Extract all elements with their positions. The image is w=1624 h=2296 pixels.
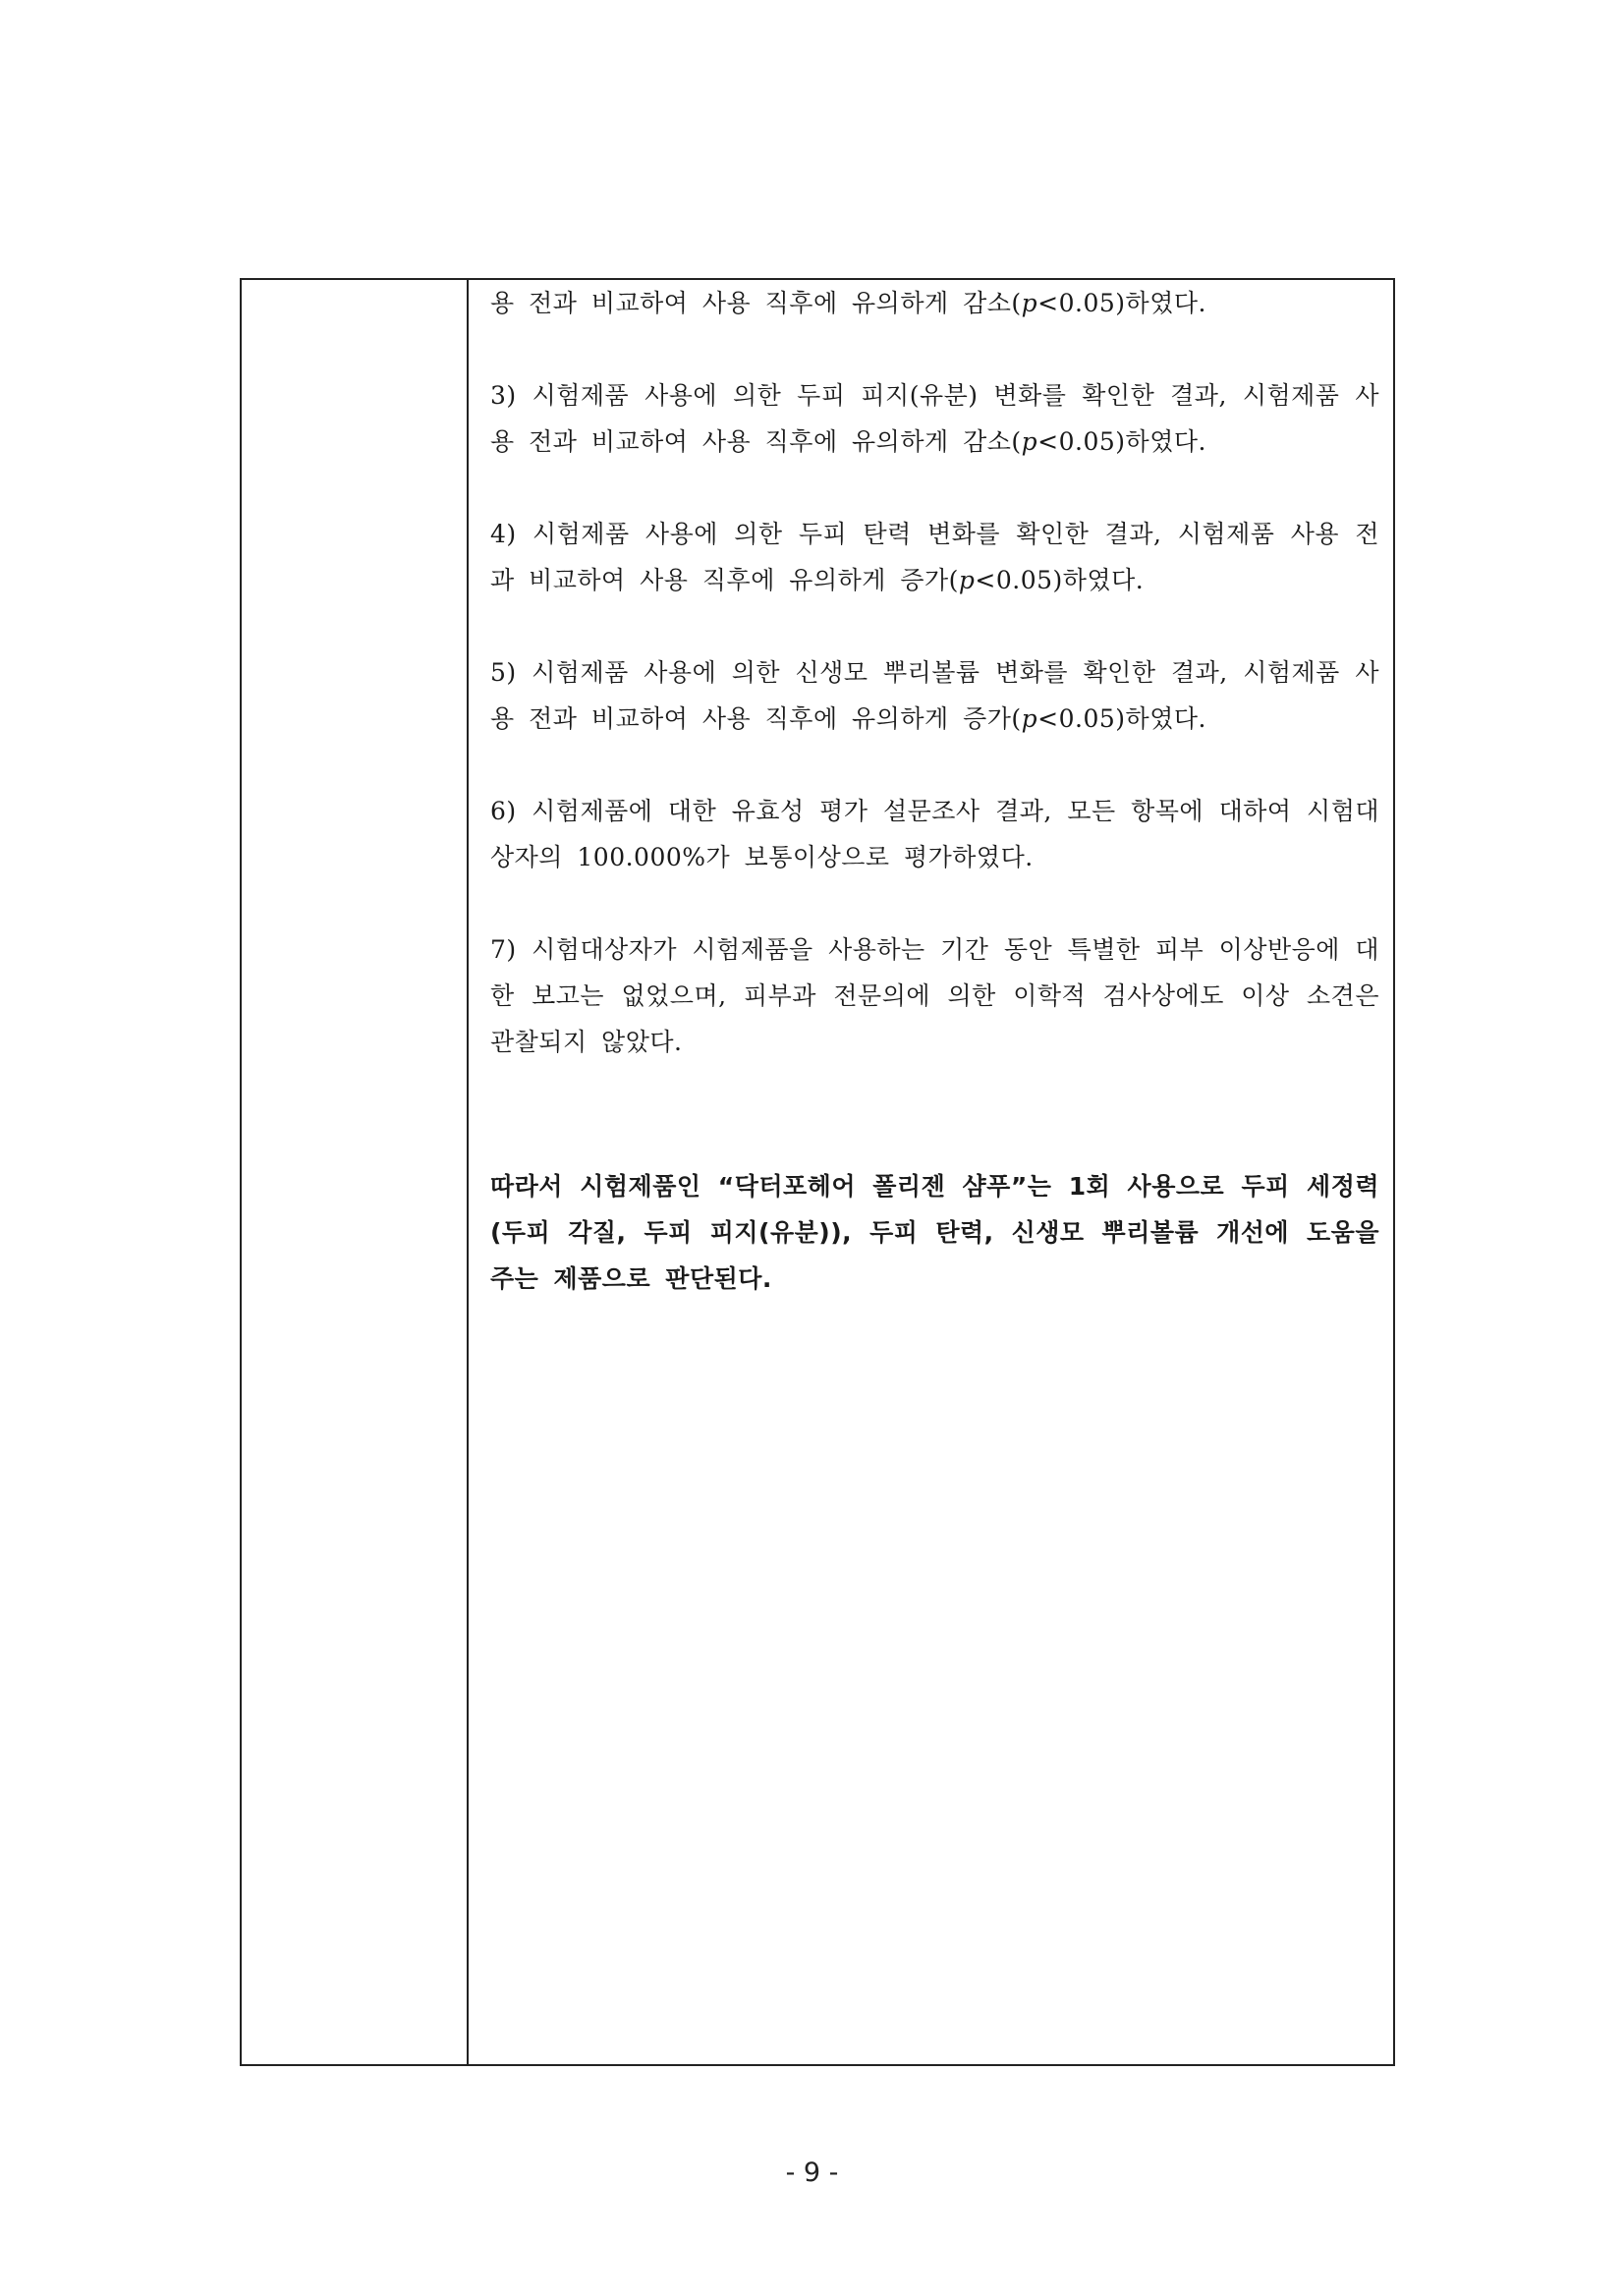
results-table [240, 278, 1395, 2066]
result-paragraph-5: 5) 시험제품 사용에 의한 신생모 뿌리볼륨 변화를 확인한 결과, 시험제품 사용 전과 비교하여 사용 직후에 유의하게 증가(p<0.05)하였다. [490, 658, 1379, 733]
table-content-cell [469, 280, 1393, 2064]
result-paragraph-2-continued: 용 전과 비교하여 사용 직후에 유의하게 감소(p<0.05)하였다. [490, 289, 1206, 317]
result-paragraph-6: 6) 시험제품에 대한 유효성 평가 설문조사 결과, 모든 항목에 대하여 시험대상자의 100.000%가 보통이상으로 평가하였다. [490, 797, 1379, 871]
conclusion-paragraph: 따라서 시험제품인 “닥터포헤어 폴리젠 샴푸”는 1회 사용으로 두피 세정력(두피 각질, 두피 피지(유분)), 두피 탄력, 신생모 뿌리볼륨 개선에 도움을 주는 제품으로 판단된다. [490, 1172, 1379, 1293]
result-paragraph-4: 4) 시험제품 사용에 의한 두피 탄력 변화를 확인한 결과, 시험제품 사용 전과 비교하여 사용 직후에 유의하게 증가(p<0.05)하였다. [490, 520, 1379, 594]
result-paragraph-7: 7) 시험대상자가 시험제품을 사용하는 기간 동안 특별한 피부 이상반응에 대한 보고는 없었으며, 피부과 전문의에 의한 이학적 검사상에도 이상 소견은 관찰되지 않았다. [490, 935, 1379, 1056]
page-number: - 9 - [785, 2157, 839, 2188]
result-paragraph-3: 3) 시험제품 사용에 의한 두피 피지(유분) 변화를 확인한 결과, 시험제품 사용 전과 비교하여 사용 직후에 유의하게 감소(p<0.05)하였다. [490, 381, 1379, 456]
table-label-cell [242, 280, 469, 2064]
